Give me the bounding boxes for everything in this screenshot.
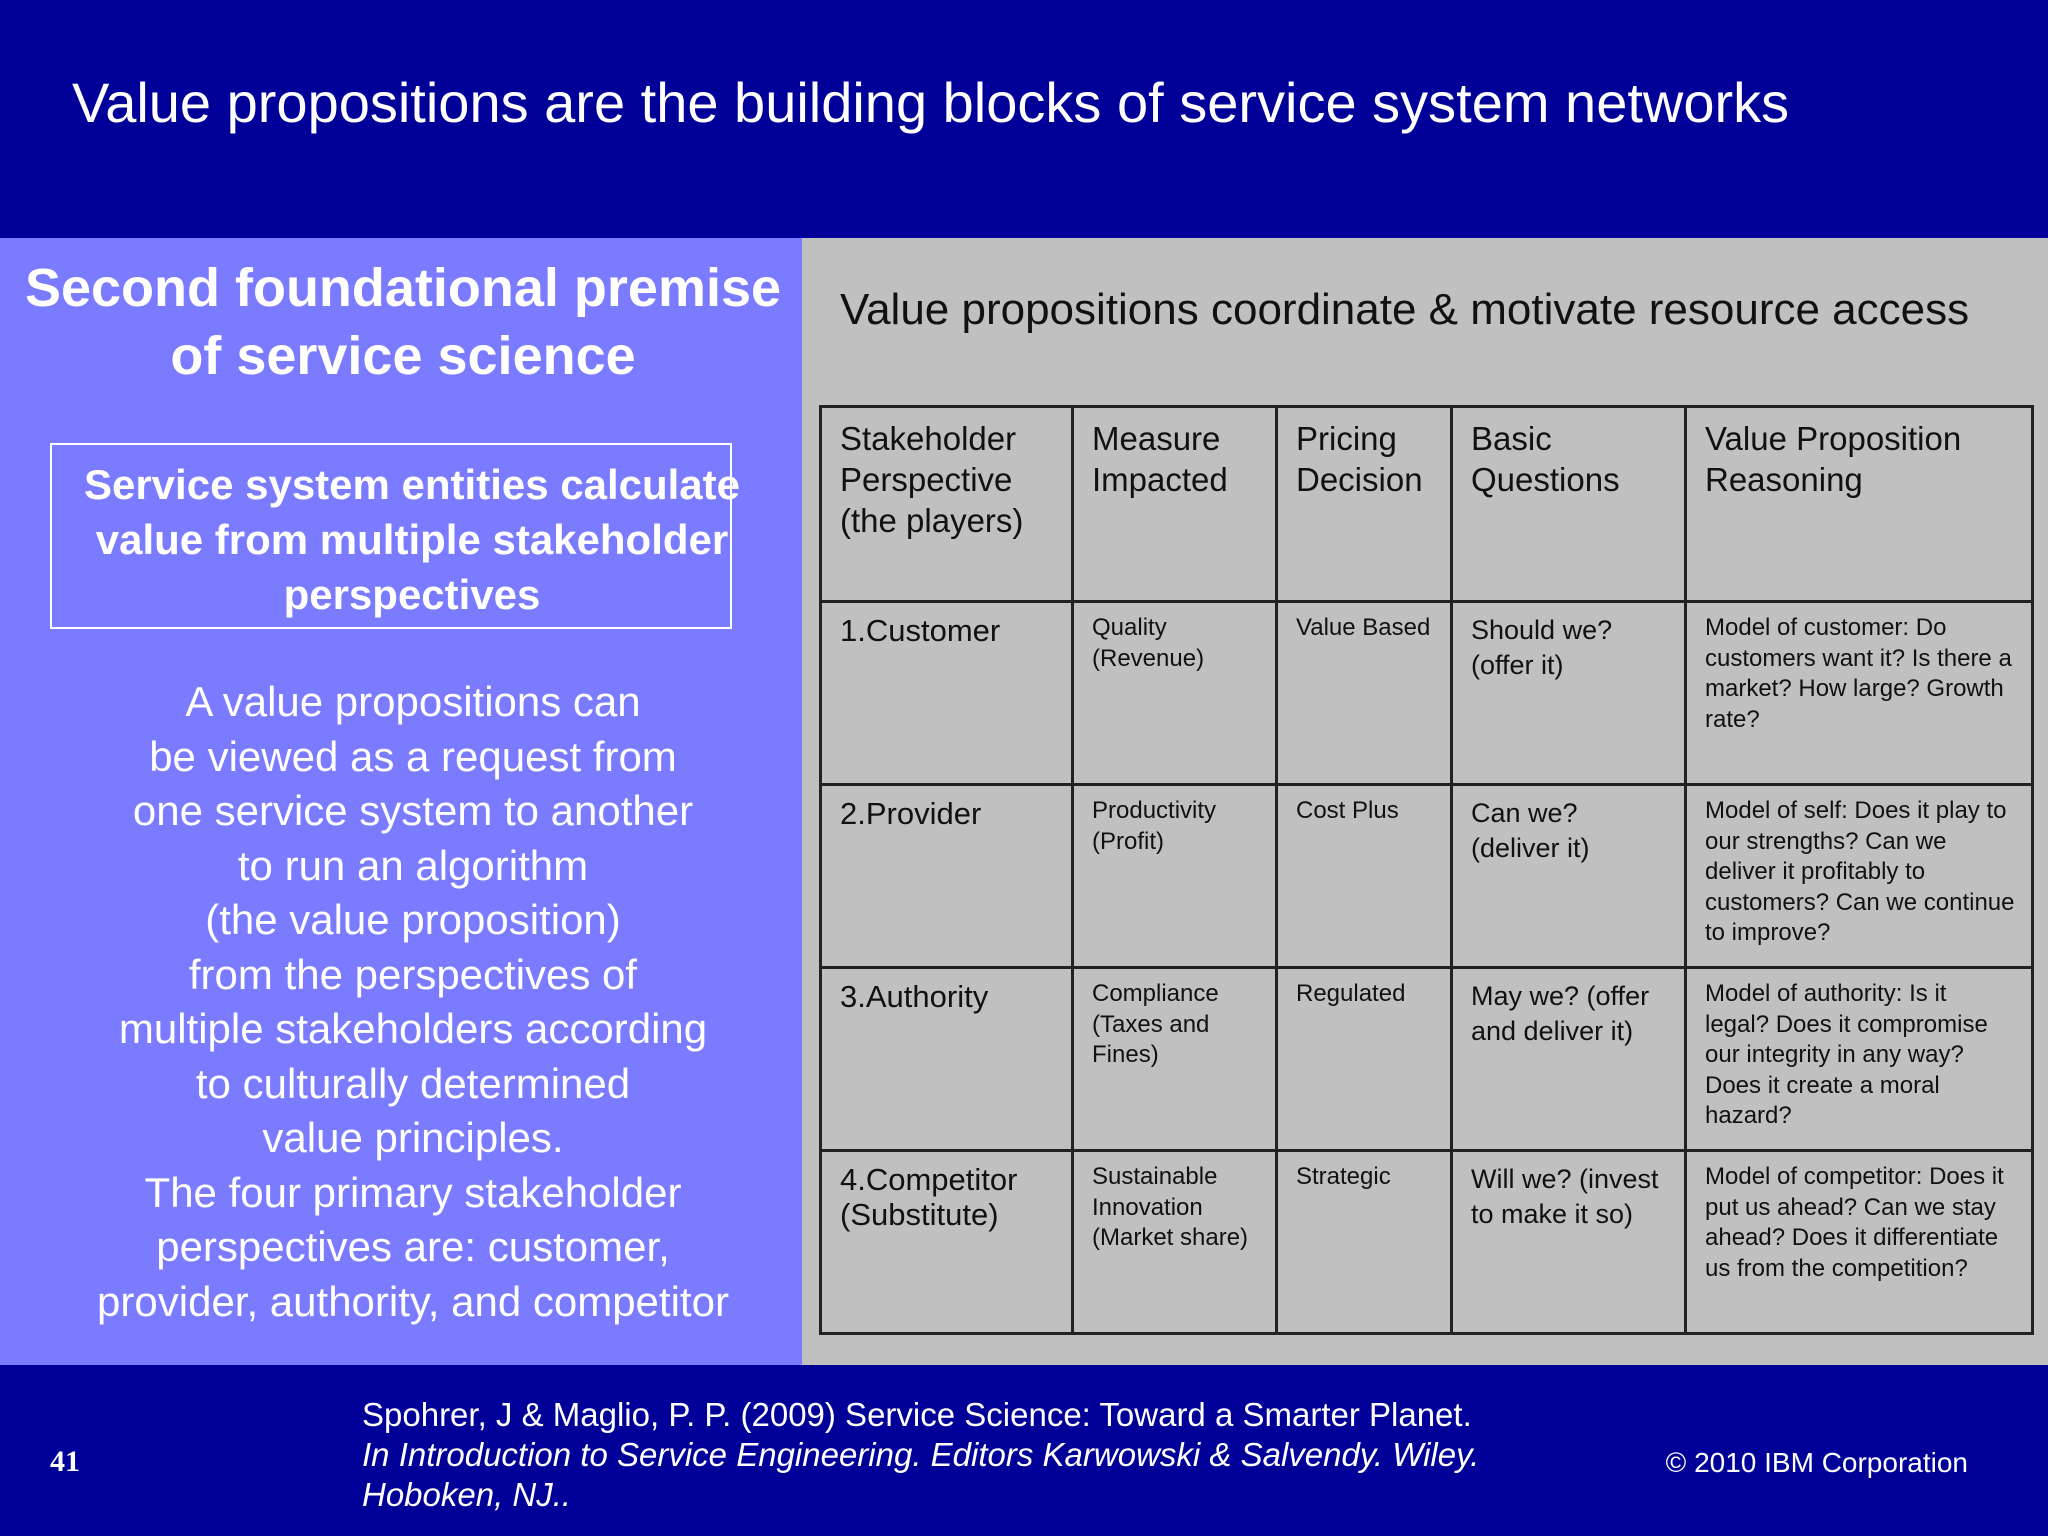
cell-question: Will we? (invest to make it so) <box>1452 1151 1686 1334</box>
cell-pricing: Strategic <box>1277 1151 1452 1334</box>
body-line: one service system to another <box>132 787 694 834</box>
cell-measure: Productivity (Profit) <box>1073 785 1277 968</box>
cell-measure: Sustainable Innovation (Market share) <box>1073 1151 1277 1334</box>
table-heading: Value propositions coordinate & motivate resource access <box>840 285 1970 334</box>
slide-footer <box>0 1365 2048 1536</box>
header-measure: Measure Impacted <box>1073 407 1277 602</box>
table-row <box>821 1151 2033 1334</box>
table-header-row <box>821 407 2033 602</box>
callout-text: Service system entities calculate value from multiple stakeholder perspectives <box>83 461 741 618</box>
cell-question: May we? (offer and deliver it) <box>1452 968 1686 1151</box>
body-line: multiple stakeholders according <box>118 1005 708 1052</box>
citation <box>362 1395 1612 1515</box>
value-proposition-table <box>819 405 2034 1335</box>
table-row <box>821 785 2033 968</box>
cell-stakeholder: 4.Competitor (Substitute) <box>821 1151 1073 1334</box>
body-line: A value propositions can <box>185 678 641 725</box>
cell-reasoning: Model of competitor: Does it put us ahead? Can we stay ahead? Does it differentiate us from the competition? <box>1686 1151 2033 1334</box>
table-row <box>821 602 2033 785</box>
cell-question: Should we? (offer it) <box>1452 602 1686 785</box>
header-stakeholder: Stakeholder Perspective (the players) <box>821 407 1073 602</box>
cell-reasoning: Model of authority: Is it legal? Does it compromise our integrity in any way? Does it create a moral hazard? <box>1686 968 2033 1151</box>
table-row <box>821 968 2033 1151</box>
cell-pricing: Value Based <box>1277 602 1452 785</box>
cell-stakeholder: 2.Provider <box>821 785 1073 968</box>
body-text <box>0 675 826 1329</box>
body-line: provider, authority, and competitor <box>97 1277 729 1325</box>
cell-stakeholder: 3.Authority <box>821 968 1073 1151</box>
header-pricing: Pricing Decision <box>1277 407 1452 602</box>
copyright: © 2010 IBM Corporation <box>1665 1447 1968 1478</box>
cell-reasoning: Model of customer: Do customers want it? Is there a market? How large? Growth rate? <box>1686 602 2033 785</box>
body-line: from the perspectives of <box>188 950 638 998</box>
cell-pricing: Cost Plus <box>1277 785 1452 968</box>
premise-title: Second foundational premise of service science <box>24 258 782 386</box>
slide-header <box>0 0 2048 238</box>
body-line: to run an algorithm <box>237 841 589 889</box>
cell-stakeholder: 1.Customer <box>821 602 1073 785</box>
right-panel <box>802 238 2048 1365</box>
body-line: (the value proposition) <box>205 896 621 943</box>
body-line: perspectives are: customer, <box>156 1223 670 1270</box>
header-questions: Basic Questions <box>1452 407 1686 602</box>
body-line: be viewed as a request from <box>149 732 677 780</box>
citation-line: Spohrer, J & Maglio, P. P. (2009) Service Science: Toward a Smarter Planet. <box>362 1396 1472 1433</box>
left-panel <box>0 238 802 1365</box>
body-line: to culturally determined <box>195 1059 631 1107</box>
page-number: 41 <box>50 1445 80 1478</box>
slide-title: Value propositions are the building blocks of service system networks <box>72 71 1790 134</box>
body-line: value principles. <box>262 1114 564 1161</box>
header-reasoning: Value Proposition Reasoning <box>1686 407 2033 602</box>
cell-pricing: Regulated <box>1277 968 1452 1151</box>
cell-measure: Compliance (Taxes and Fines) <box>1073 968 1277 1151</box>
cell-question: Can we? (deliver it) <box>1452 785 1686 968</box>
citation-line-italic: In Introduction to Service Engineering. Editors Karwowski & Salvendy. Wiley. Hoboken, NJ.. <box>362 1436 1480 1513</box>
body-line: The four primary stakeholder <box>144 1168 682 1216</box>
cell-reasoning: Model of self: Does it play to our strengths? Can we deliver it profitably to customers? Can we continue to improve? <box>1686 785 2033 968</box>
cell-measure: Quality (Revenue) <box>1073 602 1277 785</box>
